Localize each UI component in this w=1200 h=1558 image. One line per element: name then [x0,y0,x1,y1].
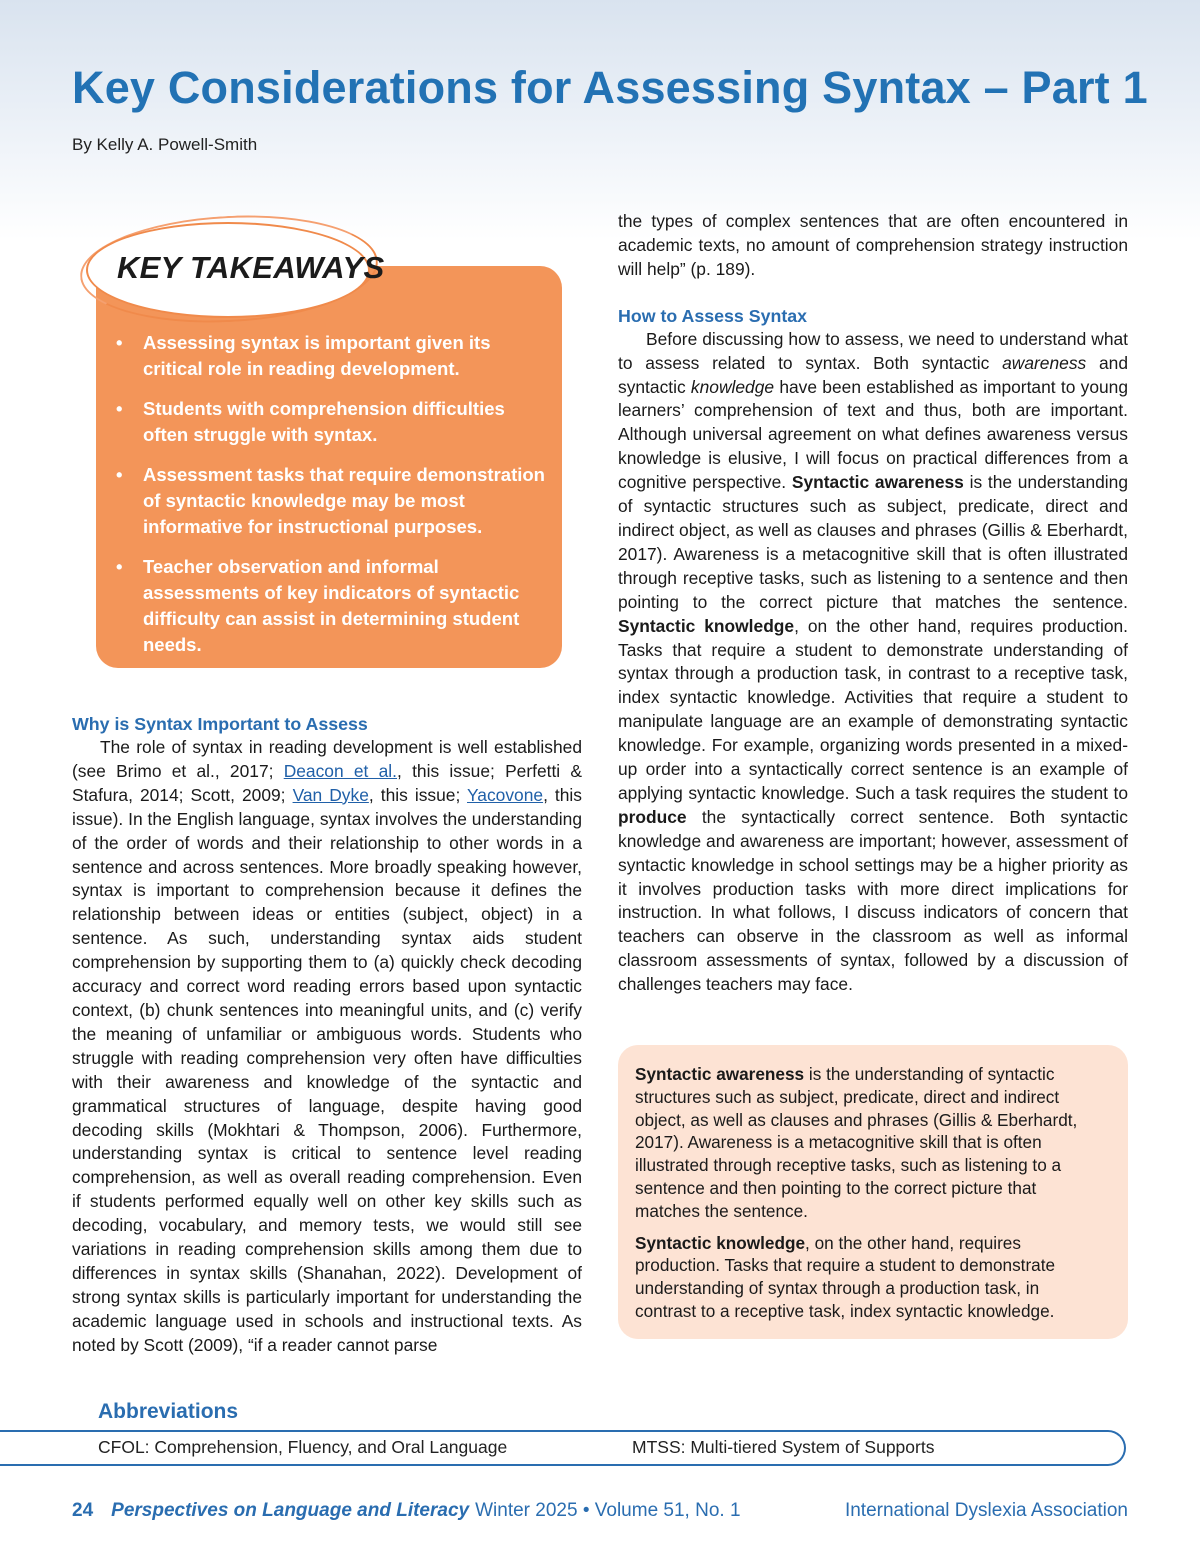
definition-awareness [635,1063,1105,1223]
text-run: the syntactically correct sentence. Both syntactic knowledge and awareness are important; however, assessment of syntactic knowledge in school settings may be a higher priority as it involves production tasks with more direct implications for instruction. In what follows, I discuss indicators of concern that teachers can observe in the classroom as well as informal classroom assessments of syntax, followed by a discussion of challenges teachers may face. [618,806,1128,995]
text-run: The role of syntax in reading development is well established (see Brimo et al., 2017; [72,737,582,781]
definition-body: , on the other hand, requires production. Tasks that require a student to demonstrate understanding of syntax through a production task, in contrast to a receptive task, index syntactic knowledge. [635,1232,1056,1321]
term-syntactic-awareness: Syntactic awareness [791,472,964,493]
link-deacon[interactable]: Deacon et al. [283,760,398,781]
text-run: , this issue; [368,784,467,805]
text-run: , on the other hand, requires production. Tasks that require a student to demonstrate understanding of syntax through a production task, in contrast to a receptive task, index syntactic knowledge. Activities that require a student to manipulate language are an example of demonstrating syntactic knowledge. For example, organizing words presented in a mixed-up order into a syntactically correct sentence is an example of applying syntactic knowledge. Such a task requires the student to [618,615,1128,803]
spacer [618,282,1128,304]
takeaway-item: • Students with comprehension difficulties often struggle with syntax. [112,396,554,448]
section-heading-how: How to Assess Syntax [618,305,808,326]
text-run: is the understanding of syntactic structures such as subject, predicate, direct and indirect object, as well as clauses and phrases (Gillis & Eberhardt, 2017). Awareness is a metacognitive skill that is often illustrated through receptive tasks, such as listening to a sentence and then pointing to the correct picture that matches the sentence. [618,472,1128,612]
link-van-dyke[interactable]: Van Dyke [292,784,369,805]
journal-name: Perspectives on Language and Literacy [111,1500,470,1521]
text-run: Before discussing how to assess, we need to understand what to assess related to syntax. Both syntactic [618,328,1128,373]
organization-name: International Dyslexia Association [844,1500,1128,1521]
page-footer [72,1500,1128,1522]
right-column [618,210,1128,997]
header-background [0,0,1200,240]
key-takeaways-heading: KEY TAKEAWAYS [117,250,385,285]
definition-knowledge [635,1232,1105,1323]
article-title: Key Considerations for Assessing Syntax – Part 1 [72,62,1148,113]
link-yacovone[interactable]: Yacovone [467,784,544,805]
body-paragraph [72,736,582,1358]
definition-body: is the understanding of syntactic structures such as subject, predicate, direct and indirect object, as well as clauses and phrases (Gillis & Eberhardt, 2017). Awareness is a metacognitive skill that is often illustrated through receptive tasks, such as listening to a sentence and then pointing to the correct picture that matches the sentence. [635,1064,1078,1221]
takeaway-item: • Assessing syntax is important given its critical role in reading development. [112,330,554,382]
takeaway-item: • Teacher observation and informal assessments of key indicators of syntactic difficulty can assist in determining student needs. [112,554,554,658]
abbreviation-item: MTSS: Multi-tiered System of Supports [632,1437,935,1457]
emphasis-awareness: awareness [1002,352,1087,373]
takeaway-item: • Assessment tasks that require demonstration of syntactic knowledge may be most informative for instructional purposes. [112,462,554,540]
text-run: have been established as important to young learners’ comprehension of text and thus, both are important. Although universal agreement on what defines awareness versus knowledge is elusive, I will focus on practical differences from a cognitive perspective. [618,376,1129,493]
term-produce: produce [618,806,687,827]
abbreviations-heading: Abbreviations [98,1400,239,1423]
body-paragraph [618,328,1128,997]
left-column [72,712,582,1358]
page-number: 24 [72,1500,94,1521]
issue-info: Winter 2025 • Volume 51, No. 1 [475,1500,741,1521]
definition-term: Syntactic awareness [635,1064,805,1084]
term-syntactic-knowledge: Syntactic knowledge [618,615,795,636]
definition-term: Syntactic knowledge [635,1232,806,1253]
section-heading-why: Why is Syntax Important to Assess [72,714,368,734]
abbreviation-item: CFOL: Comprehension, Fluency, and Oral Language [98,1437,508,1457]
text-run: , this issue; Perfetti & Stafura, 2014; Scott, 2009; [72,760,583,805]
key-takeaways-list [112,330,554,672]
definition-text [635,1063,1105,1332]
continuation-paragraph: the types of complex sentences that are often encountered in academic texts, no amount of comprehension strategy instruction will help” (p. 189). [618,211,1128,279]
emphasis-knowledge: knowledge [690,376,775,397]
text-run: and syntactic [618,352,1128,397]
text-run: , this issue). In the English language, syntax involves the understanding of the order of words and their relationship to other words in a sentence and across sentences. More broadly speaking however, syntax is important to comprehension because it defines the relationship between ideas or entities (subject, object) in a sentence. As such, understanding syntax aids student comprehension by supporting them to (a) quickly check decoding accuracy and correct word reading errors based upon syntactic context, (b) chunk sentences into meaningful units, and (c) verify the meaning of unfamiliar or ambiguous words. Students who struggle with reading comprehension very often have difficulties with their awareness and knowledge of the syntactic and grammatical structures of language, despite having good decoding skills (Mokhtari & Thompson, 2006). Furthermore, understanding syntax is critical to sentence level reading comprehension, as well as overall reading comprehension. Even if students performed equally well on other key skills such as decoding, vocabulary, and memory tests, we would still see variations in reading comprehension skills among them due to differences in syntax skills (Shanahan, 2022). Development of strong syntax skills is particularly important for understanding the academic language used in schools and instructional texts. As noted by Scott (2009), “if a reader cannot parse [72,784,582,1355]
byline: By Kelly A. Powell-Smith [72,135,258,154]
